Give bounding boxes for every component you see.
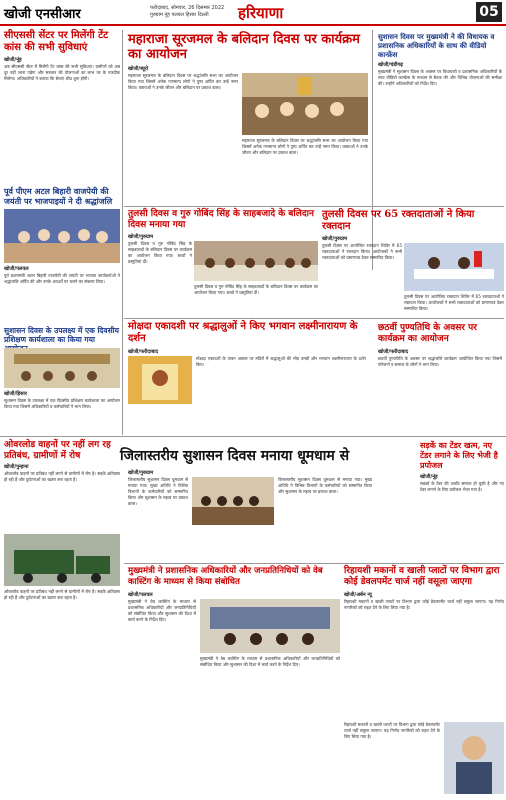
story-body: महाराजा सूरजमल के बलिदान दिवस पर श्रद्धांजलि सभा का आयोजन किया गया जिसमें अनेक गणमान्य लोगों ने पुष्प अर्पित कर उन्हें नमन किया। वक्ताओं ने उनके जीवन और बलिदान पर प्रकाश डाला। [128,73,238,90]
subline: गुरुग्राम नूंह पलवल हिसार दिल्ली [150,12,209,18]
story-body: महाराजा सूरजमल के बलिदान दिवस पर श्रद्धांजलि सभा का आयोजन किया गया जिसमें अनेक गणमान्य लोगों ने पुष्प अर्पित कर उन्हें नमन किया। वक्ताओं ने उनके जीवन और बलिदान पर प्रकाश डाला। [242,138,368,155]
story-body: रिहायशी मकानों व खाली प्लाटों पर विभाग द्वारा कोई डेवलपमेंट चार्ज नहीं वसूला जाएगा। यह निर्णय नागरिकों को राहत देने के लिए लिया गया है। [344,599,504,610]
story-body: मुख्यमंत्री ने वेब कास्टिंग के माध्यम से प्रशासनिक अधिकारियों और जनप्रतिनिधियों को संबोधित किया और सुशासन की दिशा में कार्य करने के निर्देश दिए। [128,599,196,622]
story-headline: सुशासन दिवस पर मुख्यमंत्री ने की विधायक व प्रशासनिक अधिकारियों के साथ की वीडियो कान्फ्रेंस [378,32,495,59]
page-number: 05 [476,2,502,22]
story-byline: खोजी/फरीदाबाद [378,349,409,355]
story-body: तुलसी दिवस व गुरु गोबिंद सिंह के साहबजादों के बलिदान दिवस पर कार्यक्रम का आयोजन किया गया। बच्चों ने प्रस्तुतियां दीं। [128,241,192,264]
story-headline: सड़कें का टेंडर खत्म, नए टेंडर लगाने के लिए भेजी है प्रपोजल [420,440,498,470]
story-byline: खोजी/चंडीगढ़ [378,62,403,68]
news-photo [4,209,120,263]
story-headline: सीएससी सेंटर पर मिलेंगी टेंट कांस की सभी सुविधाएं [4,30,109,53]
story-body: जिलास्तरीय सुशासन दिवस धूमधाम से मनाया गया। मुख्य अतिथि ने विभिन्न विभागों के कर्मचारियों को सम्मानित किया और सुशासन के महत्व पर प्रकाश डाला। [128,477,188,506]
story-headline: ओवरलोड वाहनों पर नहीं लग रह प्रतिबंध, ग्रामीणों में रोष [4,440,111,461]
story-body: छठवीं पुण्यतिथि के अवसर पर श्रद्धांजलि कार्यक्रम आयोजित किया गया जिसमें परिजनों व समाज के लोगों ने भाग लिया। [378,356,502,367]
story-body: सुशासन दिवस के उपलक्ष्य में एक दिवसीय प्रशिक्षण कार्यशाला का आयोजन किया गया जिसमें अधिकारियों व कर्मचारियों ने भाग लिया। [4,398,120,409]
story-byline: खोजी/पलवल [4,266,29,272]
story-body: अब सीएससी सेंटर में मिलेंगी टेंट कांस की सभी सुविधाएं। ग्रामीणों को अब दूर नहीं जाना पड़ेगा और सरकार की योजनाओं का लाभ घर के नजदीक मिलेगा। अधिकारियों ने बताया कि सेवाएं शीघ्र शुरू होंगी। [4,64,120,81]
story-body: मुख्यमंत्री ने वेब कास्टिंग के माध्यम से प्रशासनिक अधिकारियों और जनप्रतिनिधियों को संबोधित किया और सुशासन की दिशा में कार्य करने के निर्देश दिए। [200,656,340,667]
story-headline: तुलसी दिवस व गुरु गोबिंद सिंह के साहबजादे के बलिदान दिवस मनाया गया [128,209,314,230]
column-rule [122,30,123,435]
story-byline: खोजी/पलवल [128,592,153,598]
story-headline: मोक्षदा एकादशी पर श्रद्धालुओं ने किए भगवान लक्ष्मीनारायण के दर्शन [128,321,358,344]
story-byline: खोजी/गुरुग्राम [128,234,154,240]
story-headline: छठवीं पुण्यतिथि के अवसर पर कार्यक्रम का आयोजन [378,323,477,344]
story-body: सड़कों के टेंडर की अवधि समाप्त हो चुकी है और नए टेंडर लगाने के लिए प्रपोजल भेजा गया है। [420,481,504,492]
news-photo [128,356,192,404]
news-photo [192,477,274,525]
row-rule [124,206,504,207]
story-headline: तुलसी दिवस पर 65 रक्तदाताओं ने किया रक्तदान [322,209,475,232]
news-photo [4,348,120,388]
story-byline: खोजी/फरीदाबाद [128,349,159,355]
news-photo [200,599,340,653]
news-photo [404,243,504,291]
row-rule [124,318,504,319]
story-byline: खोजी/अर्बन न्यू [344,592,372,598]
story-headline: मुख्यमंत्री ने प्रशासनिक अधिकारियों और जनप्रतिनिधियों को वेब कास्टिंग के माध्यम से किया संबोधित [128,566,323,587]
news-photo [242,73,368,135]
story-byline: खोजी/नूंह [420,474,438,480]
story-body: ओवरलोड वाहनों पर प्रतिबंध नहीं लगने से ग्रामीणों में रोष है। सड़कें क्षतिग्रस्त हो रही हैं और दुर्घटनाओं का खतरा बना रहता है। [4,589,120,600]
banner-headline: जिलास्तरीय सुशासन दिवस मनाया धूमधाम से [120,448,350,464]
story-body: मुख्यमंत्री ने सुशासन दिवस के अवसर पर विधायकों व प्रशासनिक अधिकारियों के साथ वीडियो कान्फ्रेंस के माध्यम से बैठक की और विभिन्न योजनाओं की समीक्षा की। उन्होंने अधिकारियों को निर्देश दिए। [378,69,502,86]
story-body: तुलसी दिवस व गुरु गोबिंद सिंह के साहबजादों के बलिदान दिवस पर कार्यक्रम का आयोजन किया गया। बच्चों ने प्रस्तुतियां दीं। [194,284,318,295]
story-byline: खोजी/गुरुग्राम [322,236,348,242]
story-body: पूर्व प्रधानमंत्री अटल बिहारी वाजपेयी की जयंती पर भाजपा कार्यकर्ताओं ने श्रद्धांजलि अर्पित की और उनके आदर्शों पर चलने का संकल्प लिया। [4,273,120,284]
story-headline: रिहायशी मकानों व खाली प्लाटों पर विभाग द्वारा कोई डेवलपमेंट चार्ज नहीं वसूला जाएगा [344,566,500,587]
news-photo [4,534,120,586]
story-headline: सुशासन दिवस के उपलक्ष्य में एक दिवसीय प्रशिक्षण कार्यशाला का किया गया [4,326,119,344]
story-headline: महाराजा सूरजमल के बलिदान दिवस पर कार्यक्रम का आयोजन [128,32,360,62]
story-headline: पूर्व पीएम अटल बिहारी वाजपेयी की जयंती पर भाजपाइयों ने दी श्रद्धांजलि [4,186,113,206]
news-photo [444,722,504,794]
story-byline: खोजी/नूंह [4,57,22,63]
news-photo [194,241,318,281]
row-rule [0,436,506,437]
row-rule [124,563,504,564]
dateline: फरीदाबाद, सोमवार, 26 दिसम्बर 2022 [150,5,225,11]
story-body: ओवरलोड वाहनों पर प्रतिबंध नहीं लगने से ग्रामीणों में रोष है। सड़कें क्षतिग्रस्त हो रही हैं और दुर्घटनाओं का खतरा बना रहता है। [4,471,120,482]
column-rule [372,30,373,270]
story-byline: खोजी/हिसार [4,391,27,397]
story-body: रिहायशी मकानों व खाली प्लाटों पर विभाग द्वारा कोई डेवलपमेंट चार्ज नहीं वसूला जाएगा। यह निर्णय नागरिकों को राहत देने के लिए लिया गया है। [344,722,440,739]
story-body: तुलसी दिवस पर आयोजित रक्तदान शिविर में 65 रक्तदाताओं ने रक्तदान किया। आयोजकों ने सभी रक्तदाताओं को प्रमाणपत्र देकर सम्मानित किया। [322,243,402,260]
story-body: जिलास्तरीय सुशासन दिवस धूमधाम से मनाया गया। मुख्य अतिथि ने विभिन्न विभागों के कर्मचारियों को सम्मानित किया और सुशासन के महत्व पर प्रकाश डाला। [278,477,372,494]
story-body: मोक्षदा एकादशी के पावन अवसर पर मंदिरों में श्रद्धालुओं की भीड़ उमड़ी और भगवान लक्ष्मीनारायण के दर्शन किए। [196,356,366,367]
section-title: हरियाणा [238,4,284,22]
story-byline: खोजी/ब्यूरो [128,66,149,72]
story-byline: खोजी/पुन्हाना [4,464,29,470]
story-byline: खोजी/गुरुग्राम [128,470,154,476]
brand-name: खोजी एनसीआर [4,6,81,22]
story-body: तुलसी दिवस पर आयोजित रक्तदान शिविर में 65 रक्तदाताओं ने रक्तदान किया। आयोजकों ने सभी रक्तदाताओं को प्रमाणपत्र देकर सम्मानित किया। [404,294,504,311]
